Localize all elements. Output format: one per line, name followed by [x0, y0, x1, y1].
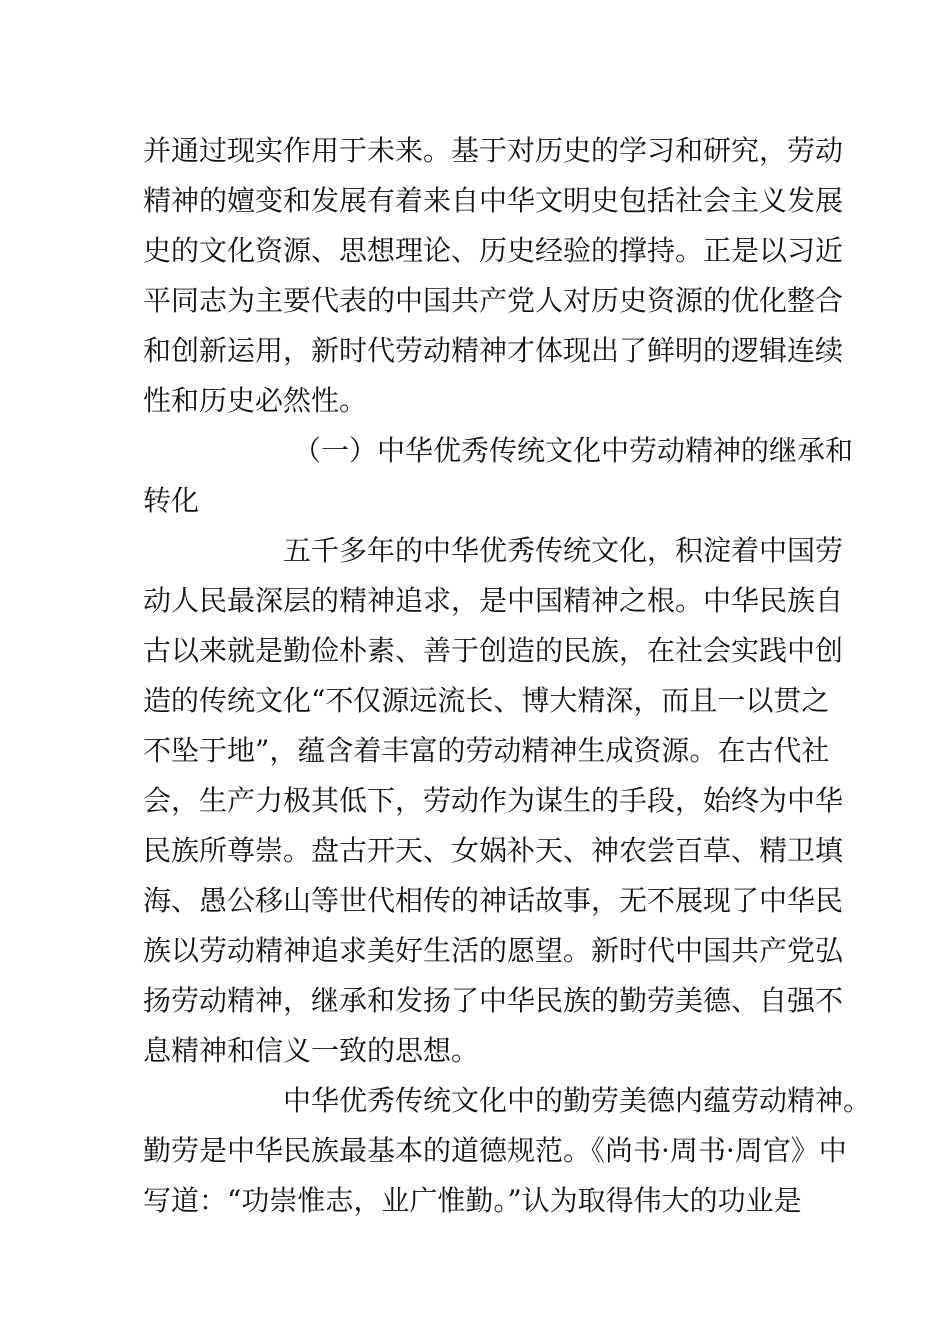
text-line: 动人民最深层的精神追求，是中国精神之根。中华民族自: [143, 584, 844, 617]
text-line: 古以来就是勤俭朴素、善于创造的民族，在社会实践中创: [143, 634, 844, 667]
document-body: [143, 126, 872, 1226]
text-line: 五千多年的中华优秀传统文化，积淀着中国劳: [283, 534, 844, 567]
section-heading-line: 转化: [143, 484, 200, 517]
intro-paragraph: [143, 126, 844, 426]
section-heading: [143, 426, 854, 526]
section-heading-line: （一）中华优秀传统文化中劳动精神的继承和: [293, 434, 854, 467]
text-line: 族以劳动精神追求美好生活的愿望。新时代中国共产党弘: [143, 934, 844, 967]
text-line: 海、愚公移山等世代相传的神话故事，无不展现了中华民: [143, 884, 844, 917]
text-line: 性和历史必然性。: [143, 384, 368, 417]
text-line: 写道：“功崇惟志，业广惟勤。”认为取得伟大的功业是: [143, 1184, 802, 1217]
text-line: 民族所尊崇。盘古开天、女娲补天、神农尝百草、精卫填: [143, 834, 844, 867]
text-line: 扬劳动精神，继承和发扬了中华民族的勤劳美德、自强不: [143, 984, 844, 1017]
paragraph-diligence: [143, 1076, 872, 1226]
text-line: 中华优秀传统文化中的勤劳美德内蕴劳动精神。: [283, 1084, 872, 1117]
text-line: 会，生产力极其低下，劳动作为谋生的手段，始终为中华: [143, 784, 844, 817]
text-line: 精神的嬗变和发展有着来自中华文明史包括社会主义发展: [143, 184, 844, 217]
paragraph-traditional-culture: [143, 526, 844, 1076]
text-line: 不坠于地”，蕴含着丰富的劳动精神生成资源。在古代社: [143, 734, 830, 767]
text-line: 史的文化资源、思想理论、历史经验的撑持。正是以习近: [143, 234, 844, 267]
text-line: 并通过现实作用于未来。基于对历史的学习和研究，劳动: [143, 134, 844, 167]
text-line: 息精神和信义一致的思想。: [143, 1034, 480, 1067]
text-line: 勤劳是中华民族最基本的道德规范。《尚书·周书·周官》中: [143, 1134, 847, 1167]
text-line: 造的传统文化“不仅源远流长、博大精深，而且一以贯之: [143, 684, 830, 717]
text-line: 平同志为主要代表的中国共产党人对历史资源的优化整合: [143, 284, 844, 317]
text-line: 和创新运用，新时代劳动精神才体现出了鲜明的逻辑连续: [143, 334, 844, 367]
